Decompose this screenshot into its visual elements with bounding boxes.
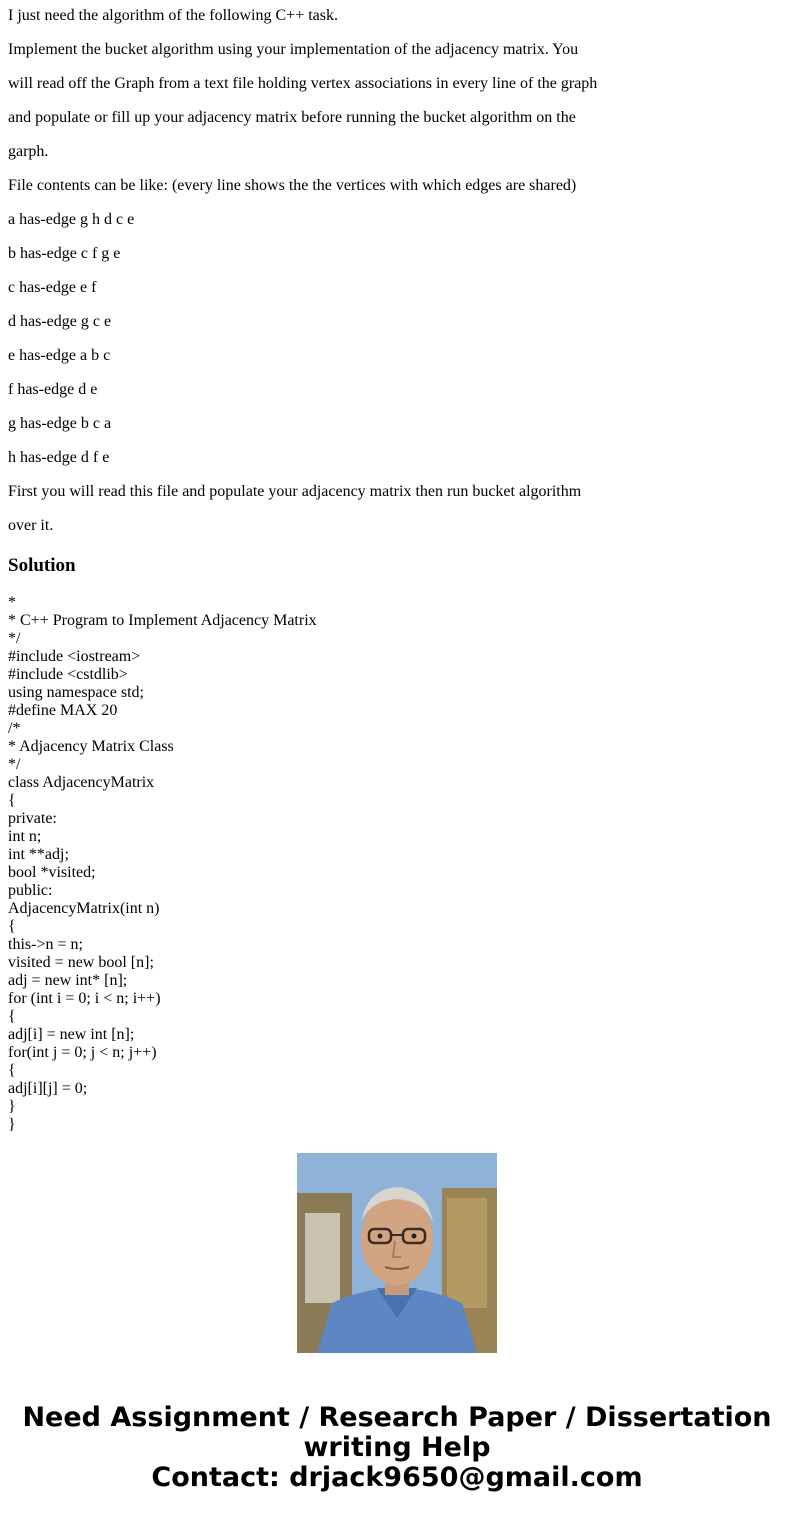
code-line: adj = new int* [n]; [8, 972, 128, 989]
question-line: and populate or fill up your adjacency matrix before running the bucket algorithm on the [8, 109, 576, 126]
code-line: int n; [8, 828, 42, 845]
code-line: int **adj; [8, 846, 69, 863]
promo-line: writing Help [303, 1432, 491, 1463]
question-line: First you will read this file and populate your adjacency matrix then run bucket algorithm [8, 483, 582, 500]
code-line: for (int i = 0; i < n; i++) [8, 990, 161, 1007]
solution-code [8, 594, 788, 1133]
promo-contact: Contact: drjack9650@gmail.com [151, 1462, 643, 1493]
code-line: using namespace std; [8, 684, 144, 701]
code-line: * C++ Program to Implement Adjacency Matrix [8, 612, 317, 629]
code-line: for(int j = 0; j < n; j++) [8, 1044, 157, 1061]
code-line: adj[i][j] = 0; [8, 1080, 88, 1097]
question-line: garph. [8, 143, 49, 160]
code-line: /* [8, 720, 21, 737]
code-line: } [8, 1098, 16, 1115]
tutor-portrait-image [297, 1153, 497, 1353]
question-line: over it. [8, 517, 54, 534]
file-content-line: f has-edge d e [8, 381, 98, 398]
code-line: */ [8, 630, 21, 647]
code-line: { [8, 792, 16, 809]
code-line: class AdjacencyMatrix [8, 774, 155, 791]
code-line: { [8, 1062, 16, 1079]
code-line: adj[i] = new int [n]; [8, 1026, 135, 1043]
question-line: File contents can be like: (every line shows the the vertices with which edges are shared) [8, 177, 577, 194]
code-line: bool *visited; [8, 864, 96, 881]
code-line: public: [8, 882, 53, 899]
code-line: AdjacencyMatrix(int n) [8, 900, 160, 917]
file-content-line: a has-edge g h d c e [8, 211, 135, 228]
code-line: * [8, 594, 16, 611]
code-line: { [8, 918, 16, 935]
promo-line: Need Assignment / Research Paper / Dissertation [22, 1402, 772, 1433]
question-line: will read off the Graph from a text file holding vertex associations in every line of the graph [8, 75, 598, 92]
solution-heading: Solution [8, 555, 76, 576]
code-line: private: [8, 810, 57, 827]
question-text [8, 6, 788, 550]
code-line: #include <iostream> [8, 648, 141, 665]
file-content-line: b has-edge c f g e [8, 245, 121, 262]
file-content-line: g has-edge b c a [8, 415, 112, 432]
code-line: visited = new bool [n]; [8, 954, 154, 971]
code-line: { [8, 1008, 16, 1025]
file-content-line: d has-edge g c e [8, 313, 112, 330]
code-line: } [8, 1116, 16, 1133]
file-content-line: c has-edge e f [8, 279, 97, 296]
code-line: */ [8, 756, 21, 773]
question-line: I just need the algorithm of the following C++ task. [8, 7, 338, 24]
question-line: Implement the bucket algorithm using your implementation of the adjacency matrix. You [8, 41, 579, 58]
code-line: this->n = n; [8, 936, 83, 953]
promo-banner [0, 1403, 794, 1493]
code-line: #include <cstdlib> [8, 666, 128, 683]
tutor-avatar [297, 1153, 497, 1353]
file-content-line: h has-edge d f e [8, 449, 110, 466]
code-line: * Adjacency Matrix Class [8, 738, 174, 755]
code-line: #define MAX 20 [8, 702, 118, 719]
file-content-line: e has-edge a b c [8, 347, 111, 364]
